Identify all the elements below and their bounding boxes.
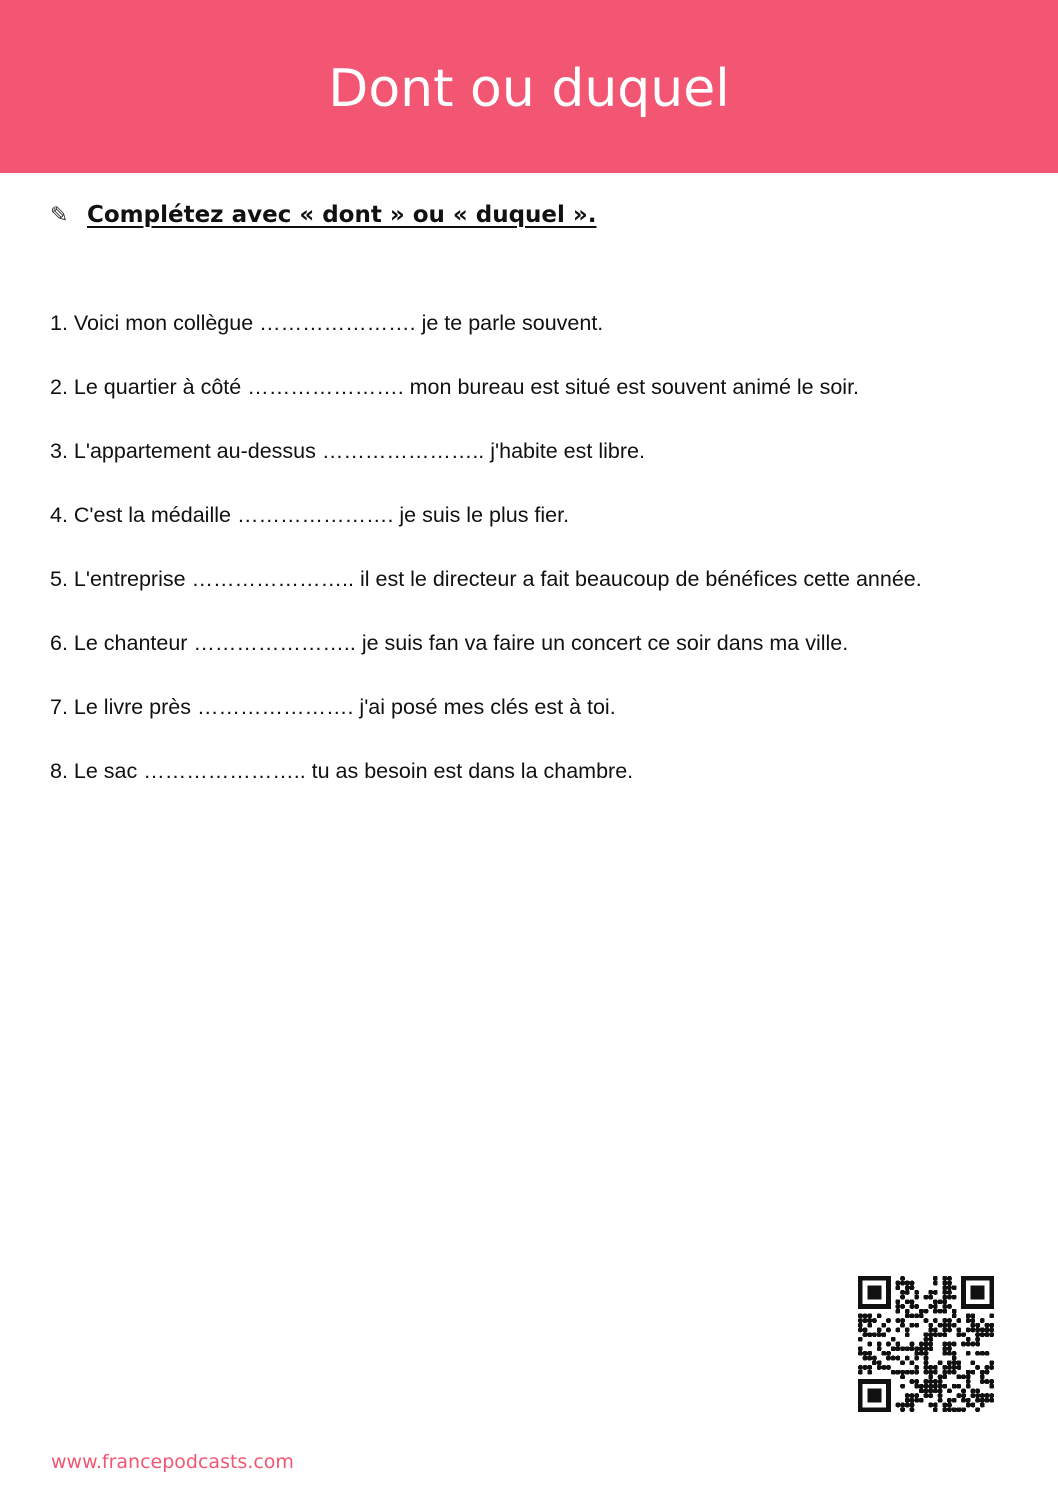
exercise-item-1: 1. Voici mon collègue …………………. je te parle souvent. xyxy=(50,311,604,335)
exercise-item-7: 7. Le livre près …………………. j'ai posé mes clés est à toi. xyxy=(50,695,616,719)
exercise-item-8: 8. Le sac ………………….. tu as besoin est dans la chambre. xyxy=(50,759,634,783)
exercise-item-4: 4. C'est la médaille …………………. je suis le plus fier. xyxy=(50,503,570,527)
exercise-item-2: 2. Le quartier à côté …………………. mon bureau est situé est souvent animé le soir. xyxy=(50,375,860,399)
exercise-item-3: 3. L'appartement au-dessus ………………….. j'habite est libre. xyxy=(50,439,645,463)
pencil-icon: ✎ xyxy=(50,202,69,228)
page-title: Dont ou duquel xyxy=(328,59,730,119)
exercise-item-5: 5. L'entreprise ………………….. il est le directeur a fait beaucoup de bénéfices cette année. xyxy=(50,567,922,591)
exercise-list xyxy=(50,307,1010,819)
footer-website-link[interactable]: www.francepodcasts.com xyxy=(51,1451,294,1473)
instruction-text: Complétez avec « dont » ou « duquel ». xyxy=(87,202,597,228)
header-banner xyxy=(0,0,1058,173)
exercise-item-6: 6. Le chanteur ………………….. je suis fan va faire un concert ce soir dans ma ville. xyxy=(50,631,849,655)
instruction xyxy=(50,202,597,228)
qr-code-icon xyxy=(858,1276,994,1412)
